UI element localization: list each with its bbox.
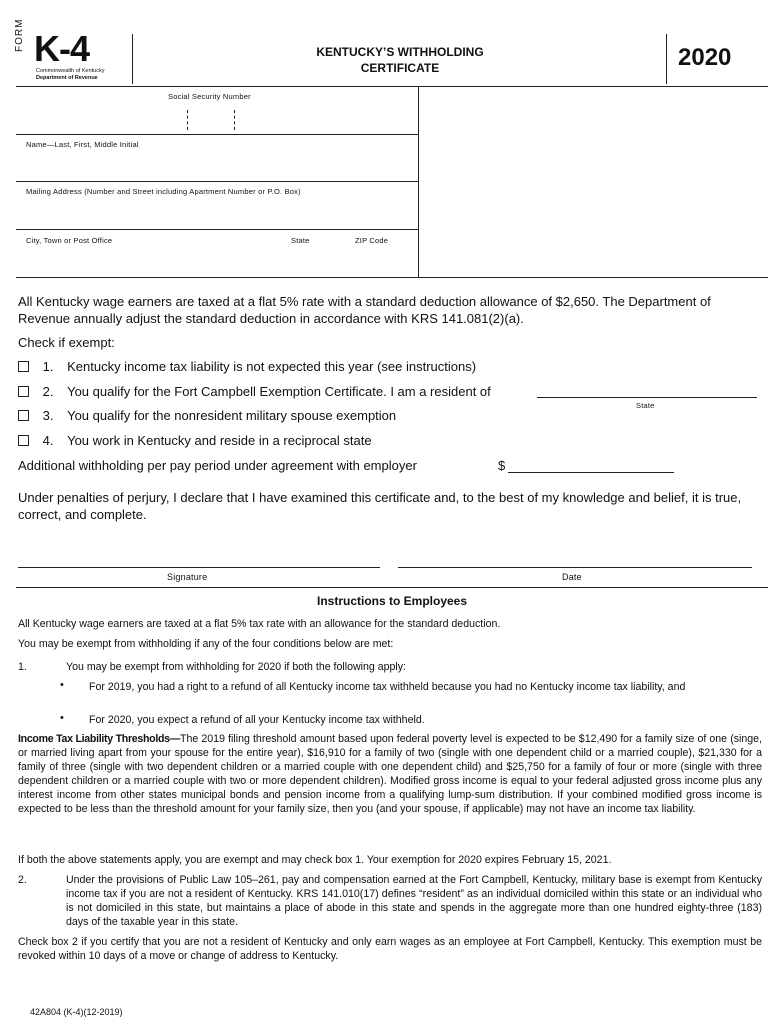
name-label: Name—Last, First, Middle Initial: [26, 140, 139, 149]
info-box-right-border: [418, 86, 419, 277]
footer-form-code: 42A804 (K-4)(12-2019): [30, 1007, 123, 1017]
agency-line2: Department of Revenue: [36, 75, 98, 81]
exemption-2-text: You qualify for the Fort Campbell Exemption Certificate. I am a resident of: [67, 384, 491, 399]
state-label: State: [291, 236, 310, 245]
instructions-heading: Instructions to Employees: [316, 594, 468, 608]
bullet-2-dot: •: [60, 712, 64, 724]
title-line1: KENTUCKY’S WITHHOLDING: [316, 45, 484, 59]
item2-number: 2.: [18, 874, 27, 886]
resident-state-field[interactable]: [537, 397, 757, 398]
instructions-p2: You may be exempt from withholding if any of the four conditions below are met:: [18, 638, 394, 650]
threshold-paragraph: [18, 732, 762, 816]
item1-number: 1.: [18, 661, 27, 673]
form-word: FORM: [14, 18, 25, 52]
exemption-3-checkbox[interactable]: [18, 410, 29, 421]
signature-field[interactable]: [18, 567, 380, 568]
exemption-2-checkbox[interactable]: [18, 386, 29, 397]
check-if-exempt: Check if exempt:: [18, 335, 115, 350]
city-field[interactable]: [16, 248, 286, 276]
ssn-separator-2: [234, 110, 235, 130]
exemption-4-text: You work in Kentucky and reside in a reciprocal state: [67, 433, 372, 448]
exemption-3-text: You qualify for the nonresident military spouse exemption: [67, 408, 397, 423]
name-field[interactable]: [16, 152, 416, 180]
threshold-text: The 2019 filing threshold amount based upon federal poverty level is expected to be $12,490 for a family size of one (singe, or married living apart from your spouse for the entire year), $16,910 for a family of two (single with one dependent child or a married couple), $21,330 for a family of three (single with two dependent children or a married couple with one dependent child) and $25,750 for a family of four or more (single with three dependent children or a married couple with two or more dependent children). Modified gross income is equal to your federal adjusted gross income plus any interest income from other states municipal bonds and pension income from a qualifying lump-sum distribution. If your combined modified gross income is expected to be less than the threshold amount for your family size, then you (and your spouse, if applicable) may not have an income tax liability.: [18, 733, 762, 815]
signature-label: Signature: [167, 572, 208, 582]
exemption-1-checkbox[interactable]: [18, 361, 29, 372]
additional-withholding-field[interactable]: [508, 472, 674, 473]
exemption-1-number: 1.: [42, 359, 54, 374]
threshold-heading: Income Tax Liability Thresholds—: [18, 733, 181, 745]
exemption-4-number: 4.: [42, 433, 54, 448]
intro-text: All Kentucky wage earners are taxed at a flat 5% rate with a standard deduction allowance of $2,650. The Department of Revenue annually adjust the standard deduction in accordance with KRS 141.081(2)(a).: [18, 294, 711, 326]
ssn-separator-1: [187, 110, 188, 130]
address-rule: [16, 229, 418, 230]
bullet-2-text: For 2020, you expect a refund of all your Kentucky income tax withheld.: [89, 714, 425, 726]
exemption-4: [18, 432, 372, 449]
zip-field[interactable]: [354, 248, 416, 276]
perjury-statement: Under penalties of perjury, I declare that I have examined this certificate and, to the best of my knowledge and belief, it is true, correct, and complete.: [18, 490, 742, 522]
instructions-p-last: Check box 2 if you certify that you are not a resident of Kentucky and only earn wages as an employee at Fort Campbell, Kentucky. This exemption must be revoked within 10 days of a move or change of address to Kentucky.: [18, 936, 762, 962]
bullet-1-text: For 2019, you had a right to a refund of all Kentucky income tax withheld because you had no Kentucky income tax liability, and: [89, 681, 686, 693]
instructions-p1: All Kentucky wage earners are taxed at a flat 5% tax rate with an allowance for the standard deduction.: [18, 618, 501, 630]
instructions-top-rule: [16, 587, 768, 588]
form-number: K-4: [34, 28, 90, 69]
header-divider-right: [666, 34, 667, 84]
address-label: Mailing Address (Number and Street including Apartment Number or P.O. Box): [26, 187, 301, 196]
exemption-1-text: Kentucky income tax liability is not expected this year (see instructions): [67, 359, 477, 374]
city-label: City, Town or Post Office: [26, 236, 113, 245]
title-line2: CERTIFICATE: [360, 61, 440, 75]
exemption-2-number: 2.: [42, 384, 54, 399]
header-rule: [16, 86, 768, 87]
header-divider-left: [132, 34, 133, 84]
resident-state-label: State: [636, 401, 655, 410]
ssn-rule: [16, 134, 418, 135]
additional-withholding-label: Additional withholding per pay period under agreement with employer: [18, 458, 417, 473]
dollar-sign: $: [498, 458, 506, 473]
ssn-field[interactable]: [130, 104, 300, 132]
instructions-p-after: If both the above statements apply, you are exempt and may check box 1. Your exemption for 2020 expires February 15, 2021.: [18, 854, 612, 866]
name-rule: [16, 181, 418, 182]
form-year: 2020: [678, 44, 732, 71]
item2-text: Under the provisions of Public Law 105–261, pay and compensation earned at the Fort Campbell, Kentucky, military base is exempt from Kentucky income tax if you are not a resident of Kentucky. KRS 141.010(17) defines “resident” as an individual domiciled within this state or an individual who is not domiciled in this state, but maintains a place of abode in this state and spends in the aggregate more than one hundred eighty-three (183) days of the taxable year in this state.: [66, 874, 762, 928]
address-field[interactable]: [16, 199, 416, 227]
info-bottom-rule: [16, 277, 768, 278]
exemption-3: [18, 407, 396, 424]
ssn-label: Social Security Number: [168, 92, 251, 101]
exemption-1: [18, 358, 476, 375]
exemption-3-number: 3.: [42, 408, 54, 423]
form-title: [220, 44, 580, 76]
zip-label: ZIP Code: [355, 236, 389, 245]
exemption-2: [18, 383, 491, 400]
exemption-4-checkbox[interactable]: [18, 435, 29, 446]
bullet-1-dot: •: [60, 679, 64, 691]
date-field[interactable]: [398, 567, 752, 568]
state-field[interactable]: [290, 248, 350, 276]
item1-text: You may be exempt from withholding for 2020 if both the following apply:: [66, 661, 406, 673]
date-label: Date: [562, 572, 582, 582]
agency-line1: Commonwealth of Kentucky: [36, 68, 105, 74]
